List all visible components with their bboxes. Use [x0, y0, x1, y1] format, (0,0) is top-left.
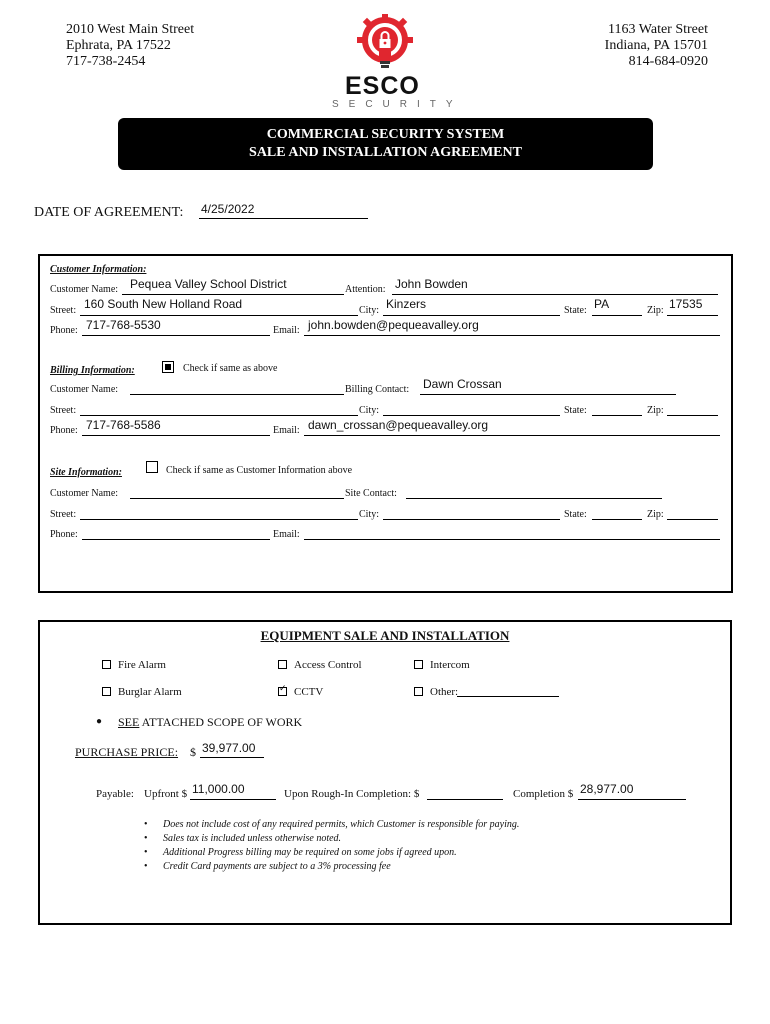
- billing-zip-line: [667, 415, 718, 416]
- note-item: • Credit Card payments are subject to a 3% processing fee: [144, 861, 391, 872]
- title-line-1: COMMERCIAL SECURITY SYSTEM: [266, 127, 505, 142]
- scope-see: SEE: [118, 715, 140, 729]
- email-label: Email:: [273, 325, 300, 336]
- cctv-checkbox[interactable]: [278, 687, 287, 696]
- city-field[interactable]: Kinzers: [386, 297, 427, 311]
- purchase-price-label: PURCHASE PRICE:: [75, 745, 179, 759]
- other-label: Other:: [430, 686, 459, 698]
- billing-street-line: [80, 415, 358, 416]
- date-of-agreement-line: [199, 218, 368, 219]
- city-label: City:: [359, 305, 380, 316]
- note-text: Sales tax is included unless otherwise noted.: [163, 833, 342, 844]
- note-item: • Does not include cost of any required permits, which Customer is responsible for paying.: [144, 819, 520, 830]
- equip-access-control[interactable]: [278, 659, 362, 671]
- zip-line: [667, 315, 718, 316]
- phone-label: Phone:: [50, 325, 78, 336]
- esco-logo-icon: [355, 14, 415, 70]
- zip-field[interactable]: 17535: [669, 297, 703, 311]
- scope-bullet: ●: [96, 716, 103, 727]
- billing-customer-name-line: [130, 394, 344, 395]
- customer-name-line: [122, 294, 344, 295]
- street-line: [80, 315, 358, 316]
- site-info-title: Site Information:: [50, 467, 122, 478]
- email-field[interactable]: john.bowden@pequeavalley.org: [308, 318, 479, 332]
- site-same-label: Check if same as Customer Information above: [166, 465, 353, 476]
- intercom-checkbox[interactable]: [414, 660, 423, 669]
- site-phone-line: [82, 539, 270, 540]
- site-contact-line: [406, 498, 662, 499]
- agreement-title-banner: [118, 118, 653, 170]
- address-line: 2010 West Main Street: [66, 22, 195, 37]
- note-item: • Additional Progress billing may be required on some jobs if agreed upon.: [144, 847, 457, 858]
- billing-contact-label: Billing Contact:: [345, 384, 410, 395]
- attention-label: Attention:: [345, 284, 386, 295]
- billing-same-label: Check if same as above: [183, 363, 278, 374]
- customer-info-title: Customer Information:: [50, 264, 147, 275]
- site-street-label: Street:: [50, 509, 77, 520]
- other-checkbox[interactable]: [414, 687, 423, 696]
- billing-email-label: Email:: [273, 425, 300, 436]
- billing-contact-line: [420, 394, 676, 395]
- fire-alarm-checkbox[interactable]: [102, 660, 111, 669]
- street-label: Street:: [50, 305, 77, 316]
- attention-field[interactable]: John Bowden: [395, 277, 468, 291]
- site-street-line: [80, 519, 358, 520]
- upfront-field[interactable]: 11,000.00: [192, 782, 245, 796]
- site-customer-name-label: Customer Name:: [50, 488, 119, 499]
- scope-rest: ATTACHED SCOPE OF WORK: [139, 715, 303, 729]
- site-state-line: [592, 519, 642, 520]
- note-text: Credit Card payments are subject to a 3% processing fee: [163, 861, 391, 872]
- date-of-agreement-label: DATE OF AGREEMENT:: [34, 205, 184, 220]
- customer-name-field[interactable]: Pequea Valley School District: [130, 277, 287, 291]
- billing-state-line: [592, 415, 642, 416]
- fire-alarm-label: Fire Alarm: [118, 659, 166, 671]
- billing-info-title: Billing Information:: [50, 365, 135, 376]
- street-field[interactable]: 160 South New Holland Road: [84, 297, 243, 311]
- note-text: Does not include cost of any required permits, which Customer is responsible for paying.: [163, 819, 520, 830]
- equip-burglar-alarm[interactable]: [102, 686, 182, 698]
- scope-note: [118, 715, 302, 730]
- billing-phone-line: [82, 435, 270, 436]
- office-address-left: [66, 22, 194, 70]
- notes-list: [144, 818, 519, 874]
- state-label: State:: [564, 305, 587, 316]
- site-email-line: [304, 539, 720, 540]
- billing-contact-field[interactable]: Dawn Crossan: [423, 377, 502, 391]
- billing-city-label: City:: [359, 405, 380, 416]
- intercom-label: Intercom: [430, 659, 470, 671]
- address-line: 814-684-0920: [628, 54, 708, 69]
- rough-in-line[interactable]: [427, 799, 503, 800]
- equip-other[interactable]: [414, 686, 458, 698]
- email-line: [304, 335, 720, 336]
- site-city-label: City:: [359, 509, 380, 520]
- customer-name-label: Customer Name:: [50, 284, 119, 295]
- completion-field[interactable]: 28,977.00: [580, 782, 634, 796]
- site-city-line: [383, 519, 560, 520]
- address-line: 1163 Water Street: [608, 22, 708, 37]
- zip-label: Zip:: [647, 305, 664, 316]
- billing-zip-label: Zip:: [647, 405, 664, 416]
- billing-customer-name-label: Customer Name:: [50, 384, 119, 395]
- note-item: • Sales tax is included unless otherwise noted.: [144, 833, 342, 844]
- equipment-title: EQUIPMENT SALE AND INSTALLATION: [260, 628, 510, 643]
- brand-tagline: SECURITY: [332, 99, 463, 110]
- state-line: [592, 315, 642, 316]
- site-customer-name-line: [130, 498, 344, 499]
- site-zip-line: [667, 519, 718, 520]
- purchase-price-currency: $: [190, 745, 196, 759]
- site-same-checkbox[interactable]: [146, 461, 158, 473]
- payable-label: Payable:: [96, 788, 134, 800]
- purchase-price-line: [200, 757, 264, 758]
- access-control-label: Access Control: [294, 659, 362, 671]
- other-line[interactable]: [457, 696, 559, 697]
- upfront-label: Upfront $: [144, 788, 188, 800]
- address-line: Indiana, PA 15701: [604, 38, 708, 53]
- phone-field[interactable]: 717-768-5530: [86, 318, 161, 332]
- site-email-label: Email:: [273, 529, 300, 540]
- upfront-line: [190, 799, 276, 800]
- purchase-price-field[interactable]: 39,977.00: [202, 741, 256, 755]
- equip-intercom[interactable]: [414, 659, 470, 671]
- completion-line: [578, 799, 686, 800]
- site-phone-label: Phone:: [50, 529, 78, 540]
- billing-phone-field[interactable]: 717-768-5586: [86, 418, 161, 432]
- cctv-label: CCTV: [294, 686, 324, 698]
- burglar-alarm-label: Burglar Alarm: [118, 686, 182, 698]
- phone-line: [82, 335, 270, 336]
- burglar-alarm-checkbox[interactable]: [102, 687, 111, 696]
- address-line: Ephrata, PA 17522: [66, 38, 171, 53]
- billing-state-label: State:: [564, 405, 587, 416]
- brand-name: ESCO: [345, 72, 420, 100]
- site-zip-label: Zip:: [647, 509, 664, 520]
- billing-street-label: Street:: [50, 405, 77, 416]
- city-line: [383, 315, 560, 316]
- access-control-checkbox[interactable]: [278, 660, 287, 669]
- billing-phone-label: Phone:: [50, 425, 78, 436]
- site-contact-label: Site Contact:: [345, 488, 397, 499]
- billing-city-line: [383, 415, 560, 416]
- office-address-right: [605, 22, 708, 70]
- billing-same-checkbox[interactable]: [162, 361, 174, 373]
- address-line: 717-738-2454: [66, 54, 146, 69]
- equip-cctv[interactable]: [278, 686, 323, 698]
- equip-fire-alarm[interactable]: [102, 659, 166, 671]
- state-field[interactable]: PA: [594, 297, 610, 311]
- billing-email-line: [304, 435, 720, 436]
- rough-in-label: Upon Rough-In Completion: $: [284, 788, 420, 800]
- attention-line: [392, 294, 718, 295]
- completion-label: Completion $: [513, 788, 574, 800]
- site-state-label: State:: [564, 509, 587, 520]
- note-text: Additional Progress billing may be required on some jobs if agreed upon.: [163, 847, 457, 858]
- date-of-agreement-field[interactable]: 4/25/2022: [201, 202, 255, 216]
- title-line-2: SALE AND INSTALLATION AGREEMENT: [249, 145, 522, 160]
- billing-email-field[interactable]: dawn_crossan@pequeavalley.org: [308, 418, 489, 432]
